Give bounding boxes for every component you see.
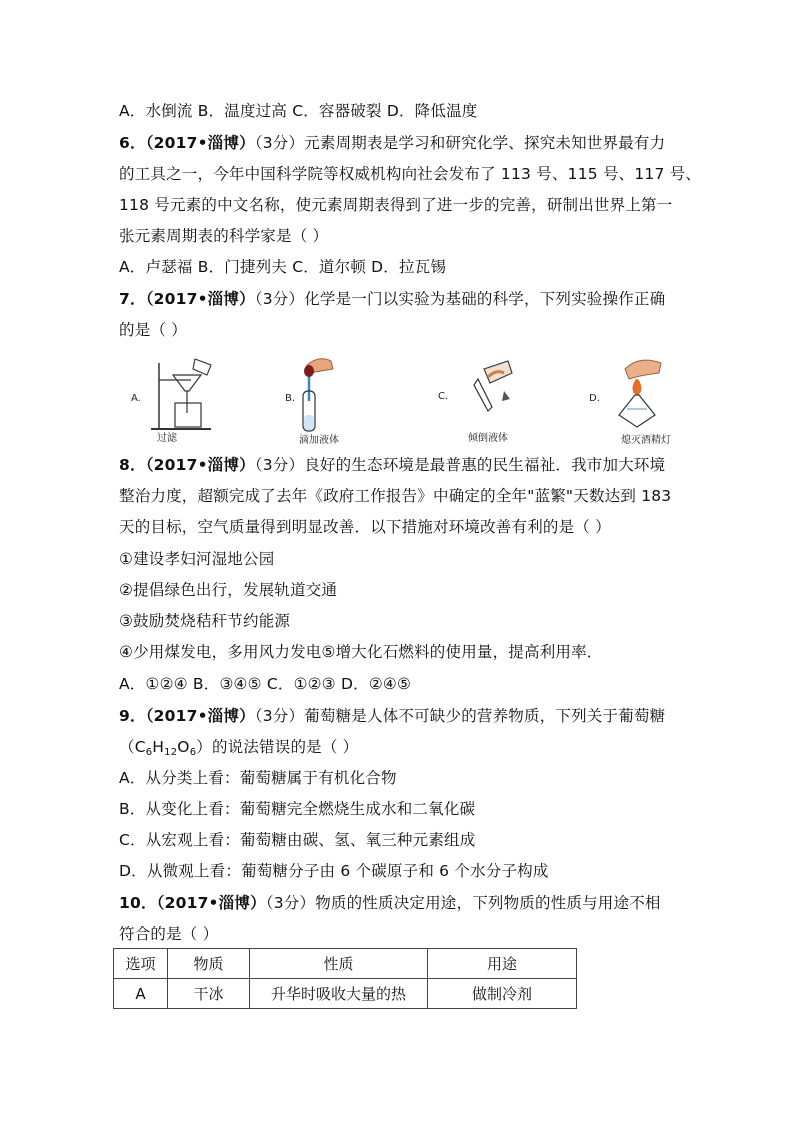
q8-source: （2017•淄博） xyxy=(145,456,255,474)
q10-text: （3分）物质的性质决定用途，下列物质的性质与用途不相 xyxy=(265,894,661,912)
q10-table xyxy=(113,948,577,1009)
q7-text: （3分）化学是一门以实验为基础的科学，下列实验操作正确 xyxy=(254,290,666,308)
q8-text: （3分）良好的生态环境是最普惠的民生福祉．我市加大环境 xyxy=(254,456,666,474)
q6-line4: 张元素周期表的科学家是（ ） xyxy=(119,227,329,245)
q6-text: （3分）元素周期表是学习和研究化学、探究未知世界最有力 xyxy=(254,134,666,152)
q9-option-b: B．从变化上看：葡萄糖完全燃烧生成水和二氧化碳 xyxy=(119,800,476,818)
formula-h: H xyxy=(152,738,165,756)
q10-line2: 符合的是（ ） xyxy=(119,925,219,943)
q8-line3: 天的目标，空气质量得到明显改善．以下措施对环境改善有利的是（ ） xyxy=(119,518,611,536)
q7-line1 xyxy=(119,289,665,309)
q10-source: （2017•淄博） xyxy=(156,894,266,912)
formula-sub-o: 6 xyxy=(189,747,197,758)
figure-dropping xyxy=(279,355,379,445)
table-header: 选项 xyxy=(114,949,168,979)
q5-options: A．水倒流 B．温度过高 C．容器破裂 D．降低温度 xyxy=(119,102,478,120)
q8-line2: 整治力度，超额完成了去年《政府工作报告》中确定的全年"蓝繁"天数达到 183 xyxy=(119,487,672,505)
figure-d-caption: 熄灭酒精灯 xyxy=(621,435,671,446)
q9-line2-text: ）的说法错误的是（ ） xyxy=(196,738,359,756)
q8-item3: ③鼓励焚烧秸秆节约能源 xyxy=(119,612,291,630)
q6-number: 6． xyxy=(119,134,146,152)
q9-line1 xyxy=(119,706,665,726)
table-header-row xyxy=(114,949,577,979)
q9-option-a: A．从分类上看：葡萄糖属于有机化合物 xyxy=(119,769,397,787)
figure-c-letter: C. xyxy=(438,391,449,402)
q8-options: A．①②④ B．③④⑤ C．①②③ D．②④⑤ xyxy=(119,675,412,693)
q8-item2: ②提倡绿色出行，发展轨道交通 xyxy=(119,581,338,599)
figure-b-letter: B. xyxy=(285,393,296,404)
q7-number: 7． xyxy=(119,290,146,308)
q8-line1 xyxy=(119,455,665,475)
figure-filtration xyxy=(129,355,229,445)
q6-source: （2017•淄博） xyxy=(145,134,255,152)
figure-b-caption: 滴加液体 xyxy=(299,435,339,446)
table-cell: 干冰 xyxy=(168,979,250,1009)
figure-d-letter: D. xyxy=(589,393,600,404)
formula-sub-h: 12 xyxy=(164,747,178,758)
q9-source: （2017•淄博） xyxy=(145,707,255,725)
q7-source: （2017•淄博） xyxy=(145,290,255,308)
q8-item4: ④少用煤发电，多用风力发电⑤增大化石燃料的使用量，提高利用率． xyxy=(119,643,603,661)
formula-o: O xyxy=(177,738,190,756)
table-cell: 做制冷剂 xyxy=(428,979,577,1009)
q9-number: 9． xyxy=(119,707,146,725)
q7-figures xyxy=(119,355,679,445)
q6-options: A．卢瑟福 B．门捷列夫 C．道尔顿 D．拉瓦锡 xyxy=(119,258,447,276)
q9-text: （3分）葡萄糖是人体不可缺少的营养物质，下列关于葡萄糖 xyxy=(254,707,666,725)
q9-option-d: D．从微观上看：葡萄糖分子由 6 个碳原子和 6 个水分子构成 xyxy=(119,862,549,880)
pouring-bottle-icon xyxy=(434,355,544,435)
q9-option-c: C．从宏观上看：葡萄糖由碳、氢、氧三种元素组成 xyxy=(119,831,476,849)
figure-extinguish xyxy=(589,355,699,445)
alcohol-lamp-icon xyxy=(589,355,699,435)
q8-number: 8． xyxy=(119,456,146,474)
q9-line2 xyxy=(119,737,358,757)
formula-open: （C xyxy=(119,738,146,756)
table-cell: 升华时吸收大量的热 xyxy=(250,979,428,1009)
table-header: 性质 xyxy=(250,949,428,979)
q7-line2: 的是（ ） xyxy=(119,321,187,339)
table-cell: A xyxy=(114,979,168,1009)
figure-c-caption: 倾倒液体 xyxy=(468,433,508,444)
table-header: 物质 xyxy=(168,949,250,979)
figure-pouring xyxy=(434,355,544,445)
q6-line2: 的工具之一，今年中国科学院等权威机构向社会发布了 113 号、115 号、117 号、 xyxy=(119,165,702,183)
figure-a-letter: A. xyxy=(131,393,141,404)
table-row xyxy=(114,979,577,1009)
q10-line1 xyxy=(119,893,661,913)
formula-sub-c: 6 xyxy=(145,747,153,758)
q6-line1 xyxy=(119,133,665,153)
filtration-apparatus-icon xyxy=(129,355,229,435)
q10-number: 10． xyxy=(119,894,157,912)
table-header: 用途 xyxy=(428,949,577,979)
q6-line3: 118 号元素的中文名称，使元素周期表得到了进一步的完善，研制出世界上第一 xyxy=(119,196,673,214)
figure-a-caption: 过滤 xyxy=(157,433,177,444)
q8-item1: ①建设孝妇河湿地公园 xyxy=(119,550,275,568)
